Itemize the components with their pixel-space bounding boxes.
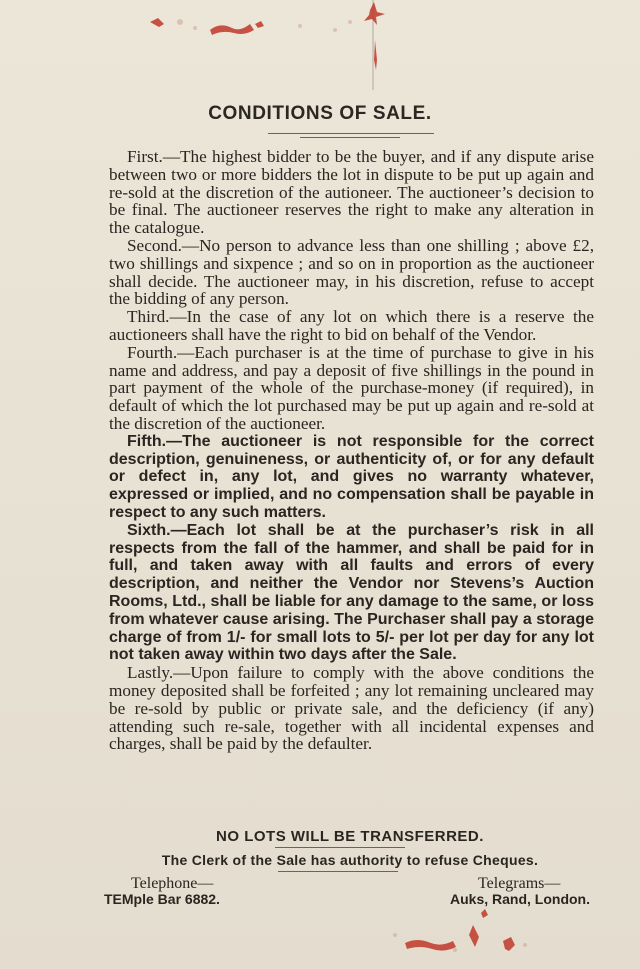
condition-first-text: dispute arise between two or more bidders the lot in dispute to be put up again and re-sold at the discretion of the autioneer. The auctioneer’s decision to be final. The auctioneer reserves the right to make any alteration in the catalogue. [109,147,594,238]
condition-third [109,308,594,344]
telegrams-label: Telegrams— [478,875,561,892]
notice-rule [275,847,405,848]
condition-lastly-text: the money deposited shall be forfeited ; any lot remaining uncleared may be re-sold by public or private sale, and the deficiency (if any) attending such re-sale, together with all incidental expenses and charges, shall be paid by the defaulter. [109,663,594,754]
no-lots-notice: NO LOTS WILL BE TRANSFERRED. [216,828,484,845]
condition-first-lead: First.—The highest bidder to be the buyer, and if any [127,147,502,166]
clerk-rule [278,871,398,872]
title-rule [268,133,434,134]
conditions-body [109,148,594,753]
condition-sixth [109,522,594,664]
condition-fifth-lead: Fifth.—The auctioneer is not responsible for the correct [127,432,594,450]
telephone-number: TEMple Bar 6882. [104,891,220,907]
condition-fifth-text: description, genuineness, or authenticity of, or for any default or defect in, any lot, and gives no warranty whatever, expressed or implied, and no compensation shall be payable in respect to any such matters. [109,450,594,521]
condition-second [109,237,594,308]
condition-first [109,148,594,237]
condition-fourth-lead: Fourth.—Each purchaser is at the time of purchase to give [127,342,548,362]
condition-lastly-lead: Lastly.—Upon failure to comply with the above conditions [127,663,565,683]
page-title: CONDITIONS OF SALE. [208,103,432,124]
telegrams-address: Auks, Rand, London. [450,891,590,907]
condition-third-lead: Third.—In the case of any lot on which there is a reserve [127,307,565,327]
condition-fifth [109,433,594,522]
condition-sixth-text: respects from the fall of the hammer, and shall be paid for in full, and taken away with all faults and errors of every description, and neither the Vendor nor Stevens’s Auction Rooms, Ltd., shall be liable for any damage to the same, or loss from whatever cause arising. The Purchaser shall pay a storage charge of from 1/- for small lots to 5/- per lot per day for any lot not taken away within two days after the Sale. [109,539,594,664]
condition-sixth-lead: Sixth.—Each lot shall be at the purchaser’s risk in all [127,521,594,539]
telephone-label: Telephone— [131,875,214,892]
condition-fourth [109,344,594,433]
condition-second-text: £2, two shillings and sixpence ; and so on in proportion as the auctioneer shall decide. The auctioneer may, in his discretion, refuse to accept the bidding of any person. [109,235,594,309]
title-rule-short [300,137,400,138]
condition-fourth-text: in his name and address, and pay a deposit of five shillings in the pound in part payment of the whole of the purchase-money (if required), in default of which the lot purchased may be put up again and re-sold at the discretion of the auctioneer. [109,342,594,433]
condition-lastly [109,664,594,753]
clerk-notice: The Clerk of the Sale has authority to refuse Cheques. [161,852,539,868]
condition-second-lead: Second.—No person to advance less than one shilling ; above [127,235,567,255]
condition-third-text: the auctioneers shall have the right to bid on behalf of the Vendor. [109,307,594,344]
red-stamp-top [120,0,420,80]
red-stamp-bottom [385,905,545,965]
